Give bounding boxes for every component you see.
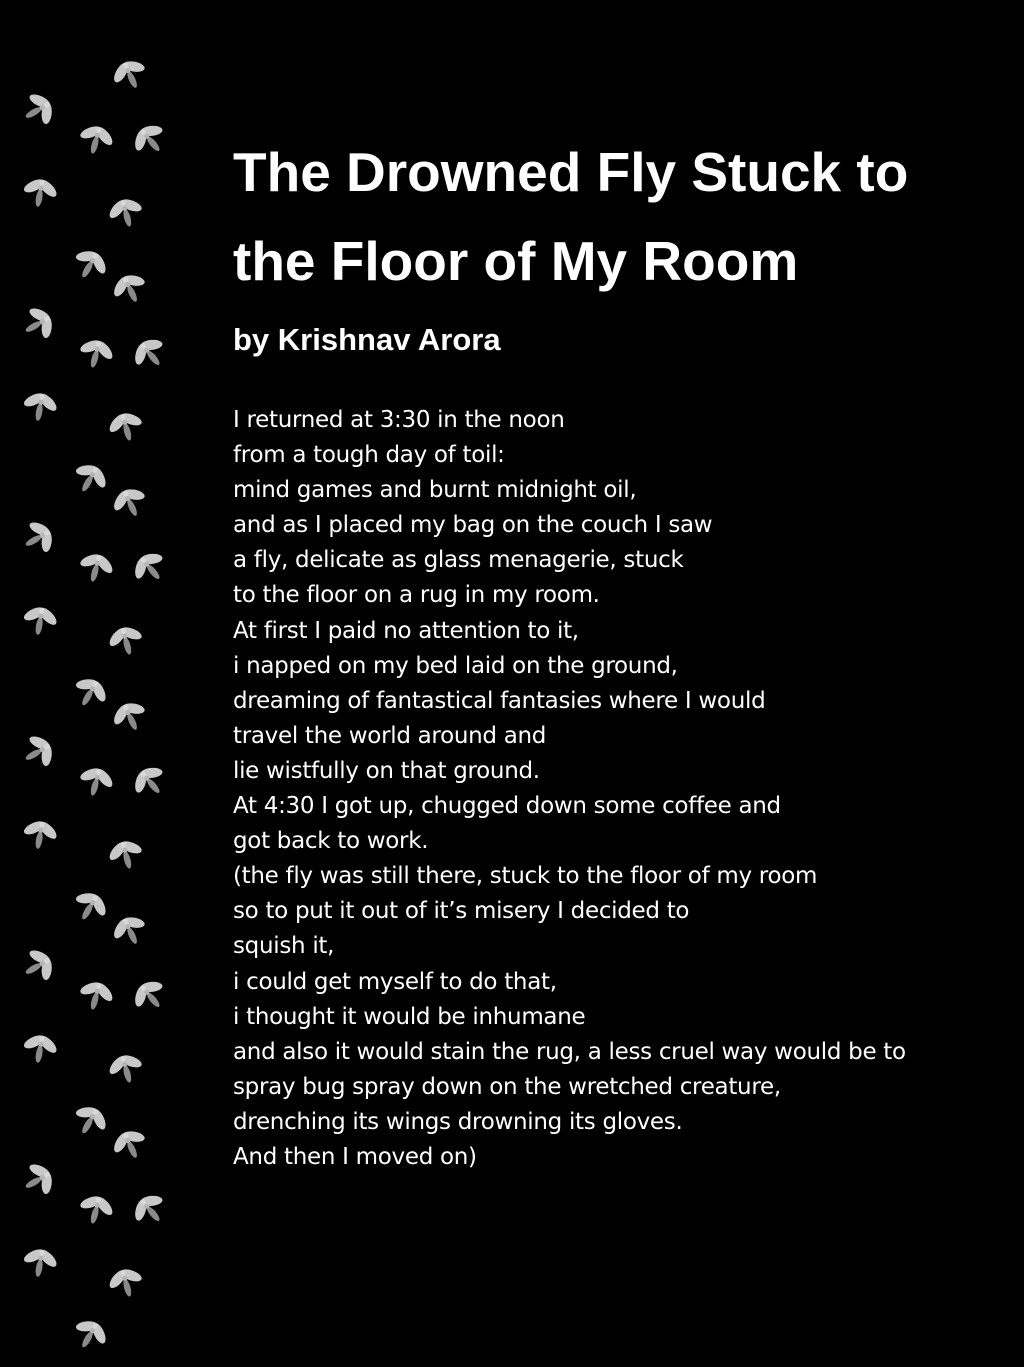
fly-icon bbox=[72, 330, 121, 379]
fly-icon bbox=[103, 690, 156, 743]
fly-cluster bbox=[18, 697, 188, 912]
poem-line: travel the world around and bbox=[233, 722, 547, 749]
poem-byline: by Krishnav Arora bbox=[233, 322, 501, 357]
fly-icon bbox=[11, 939, 66, 994]
fly-icon bbox=[122, 754, 178, 810]
fly-cluster bbox=[18, 1125, 188, 1340]
poem-line: from a tough day of toil: bbox=[233, 442, 505, 469]
fly-cluster bbox=[18, 483, 188, 698]
fly-icon bbox=[102, 1259, 151, 1308]
poem-line: I returned at 3:30 in the noon bbox=[233, 407, 565, 433]
fly-icon bbox=[11, 83, 66, 138]
fly-icon bbox=[17, 598, 63, 644]
fly-icon bbox=[122, 1182, 178, 1238]
fly-icon bbox=[11, 297, 66, 352]
fly-icon bbox=[122, 968, 178, 1024]
fly-cluster bbox=[18, 911, 188, 1126]
fly-icon bbox=[103, 904, 156, 957]
poem-line: mind games and burnt midnight oil, bbox=[233, 477, 637, 504]
fly-icon bbox=[102, 189, 151, 238]
poem-line: And then I moved on) bbox=[233, 1143, 477, 1170]
poem-line: At 4:30 I got up, chugged down some coffee and bbox=[233, 793, 781, 820]
fly-icon bbox=[63, 1308, 118, 1363]
fly-icon bbox=[122, 112, 178, 168]
fly-cluster bbox=[18, 55, 188, 270]
poem-line: i napped on my bed laid on the ground, bbox=[233, 652, 678, 679]
fly-icon bbox=[102, 1045, 151, 1094]
fly-icon bbox=[102, 831, 151, 880]
fly-icon bbox=[72, 758, 121, 807]
poem-line: and as I placed my bag on the couch I saw bbox=[233, 512, 713, 539]
fly-icon bbox=[17, 1026, 63, 1072]
fly-icon bbox=[122, 540, 178, 596]
poem-line: got back to work. bbox=[233, 828, 429, 855]
poem-line: drenching its wings drowning its gloves. bbox=[233, 1108, 683, 1135]
fly-icon bbox=[72, 1186, 121, 1235]
fly-icon bbox=[103, 476, 156, 529]
fly-icon bbox=[103, 48, 156, 101]
poem-line: At first I paid no attention to it, bbox=[233, 617, 579, 644]
poem-line: lie wistfully on that ground. bbox=[233, 757, 540, 784]
fly-icon bbox=[17, 1240, 63, 1286]
poem-line: squish it, bbox=[233, 933, 335, 960]
poem-line: a fly, delicate as glass menagerie, stuck bbox=[233, 547, 684, 574]
fly-icon bbox=[17, 812, 63, 858]
fly-icon bbox=[11, 1153, 66, 1208]
fly-icon bbox=[11, 511, 66, 566]
fly-cluster bbox=[18, 269, 188, 484]
fly-icon bbox=[103, 1118, 156, 1171]
poem-body bbox=[233, 403, 993, 1175]
fly-icon bbox=[72, 116, 121, 165]
fly-icon bbox=[102, 617, 151, 666]
poem-line: (the fly was still there, stuck to the floor of my room bbox=[233, 863, 818, 890]
fly-icon bbox=[72, 972, 121, 1021]
poem-title: The Drowned Fly Stuck to the Floor of My Room bbox=[233, 141, 909, 292]
poem-line: to the floor on a rug in my room. bbox=[233, 582, 600, 609]
fly-icon bbox=[17, 170, 63, 216]
fly-icon bbox=[17, 384, 63, 430]
poem-line: spray bug spray down on the wretched creature, bbox=[233, 1073, 781, 1100]
poem-line: i thought it would be inhumane bbox=[233, 1003, 586, 1030]
poem-line: i could get myself to do that, bbox=[233, 968, 557, 995]
fly-decoration-strip bbox=[0, 55, 200, 1305]
poem-line: so to put it out of it’s misery I decided to bbox=[233, 898, 690, 925]
fly-icon bbox=[122, 326, 178, 382]
fly-icon bbox=[102, 403, 151, 452]
fly-icon bbox=[103, 262, 156, 315]
poem-line: dreaming of fantastical fantasies where I would bbox=[233, 687, 766, 714]
poem-line: and also it would stain the rug, a less cruel way would be to bbox=[233, 1038, 906, 1065]
fly-icon bbox=[11, 725, 66, 780]
fly-icon bbox=[72, 544, 121, 593]
